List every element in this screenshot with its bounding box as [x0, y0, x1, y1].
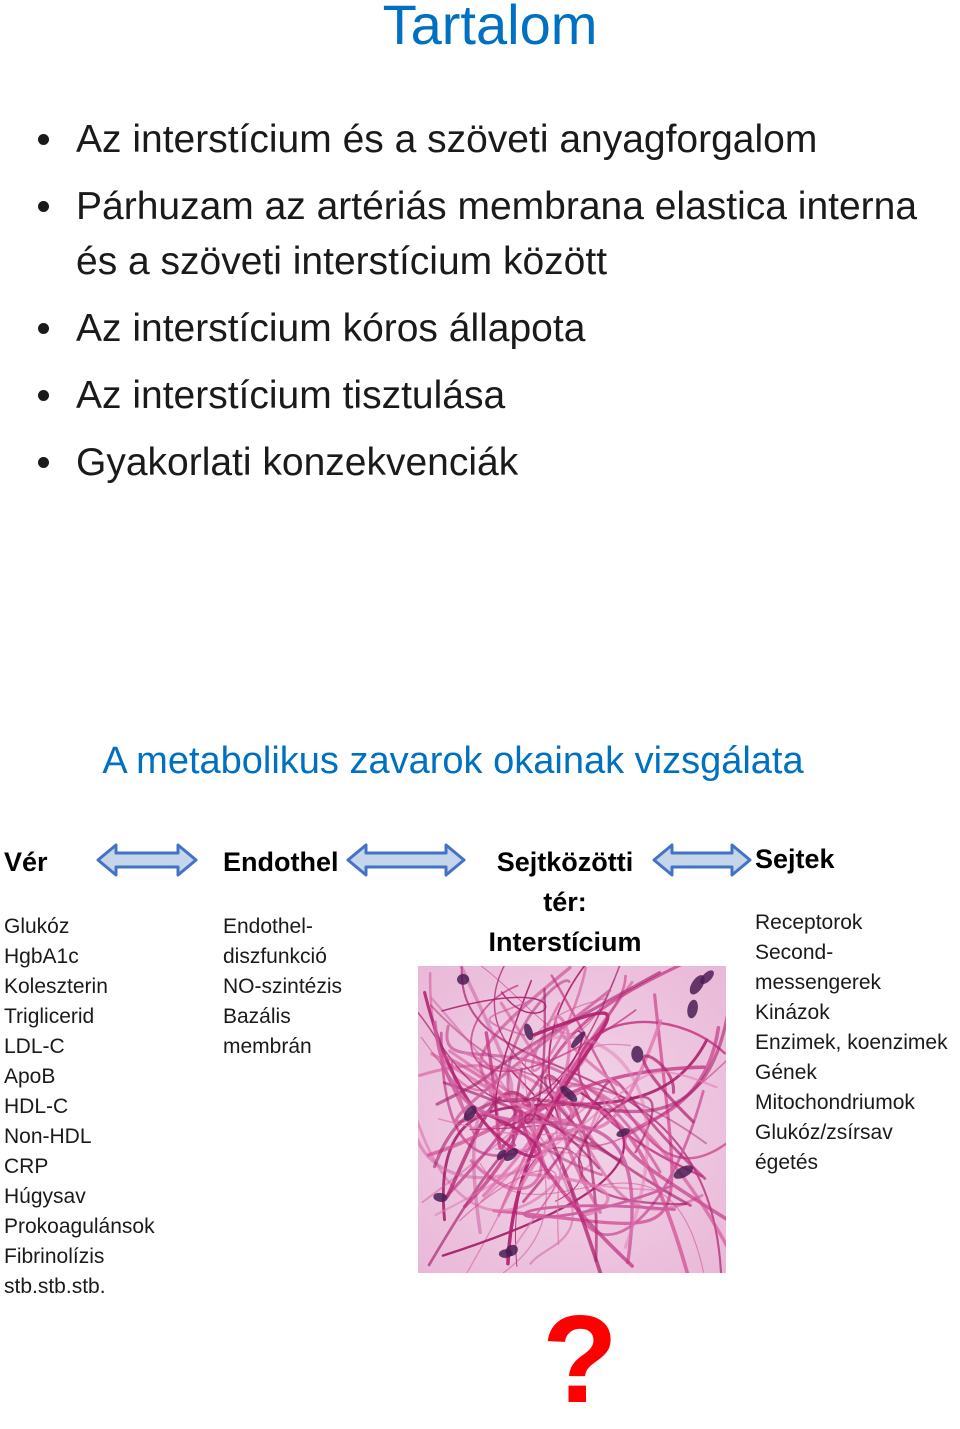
- sejtek-heading: Sejtek: [755, 844, 835, 874]
- list-item: Húgysav: [4, 1185, 86, 1208]
- list-item: HDL-C: [4, 1095, 69, 1118]
- ver-heading: Vér: [4, 847, 48, 877]
- list-item: Mitochondriumok: [755, 1091, 915, 1114]
- list-item: CRP: [4, 1155, 49, 1178]
- list-item: HgbA1c: [4, 945, 79, 968]
- list-item: stb.stb.stb.: [4, 1275, 106, 1298]
- bullet-text: Gyakorlati konzekvenciák: [76, 441, 519, 484]
- histology-image: [418, 966, 726, 1273]
- list-item: Koleszterin: [4, 975, 108, 998]
- bullet-item: [38, 368, 938, 423]
- bullet-text: Az interstícium kóros állapota: [76, 307, 586, 350]
- bullet-dot-icon: [38, 457, 49, 468]
- list-item: Kinázok: [755, 1001, 830, 1024]
- sejtek-list: [755, 908, 948, 1178]
- list-item: Second-: [755, 941, 834, 964]
- ver-list: [4, 912, 155, 1302]
- endothel-heading: Endothel: [223, 847, 339, 877]
- endothel-list: [223, 912, 342, 1062]
- list-item: égetés: [755, 1151, 819, 1174]
- list-item: ApoB: [4, 1065, 56, 1088]
- list-item: membrán: [223, 1035, 312, 1058]
- bullet-item: [38, 179, 938, 289]
- list-item: Bazális: [223, 1005, 291, 1028]
- bullet-dot-icon: [38, 390, 49, 401]
- double-arrow-icon: [652, 842, 752, 878]
- list-item: Glukóz/zsírsav: [755, 1121, 893, 1144]
- bullet-dot-icon: [38, 201, 49, 212]
- list-item: Triglicerid: [4, 1005, 95, 1028]
- list-item: Enzimek, koenzimek: [755, 1031, 948, 1054]
- list-item: Endothel-: [223, 915, 313, 938]
- list-item: Gének: [755, 1061, 817, 1084]
- bullet-list: [38, 112, 938, 502]
- list-item: diszfunkció: [223, 945, 327, 968]
- list-item: Glukóz: [4, 915, 70, 938]
- question-mark: ?: [542, 1291, 618, 1429]
- bullet-text: Párhuzam az artériás membrana elastica interna és a szöveti interstícium között: [76, 185, 918, 283]
- bullet-item: [38, 435, 938, 490]
- bullet-dot-icon: [38, 323, 49, 334]
- list-item: Receptorok: [755, 911, 863, 934]
- list-item: Prokoagulánsok: [4, 1215, 155, 1238]
- page-title: Tartalom: [382, 0, 598, 56]
- interstitium-heading-line: Sejtközötti: [496, 847, 634, 877]
- interstitium-heading-line: Interstícium: [488, 927, 642, 957]
- bullet-item: [38, 112, 938, 167]
- list-item: NO-szintézis: [223, 975, 343, 998]
- list-item: Fibrinolízis: [4, 1245, 105, 1268]
- bullet-dot-icon: [38, 134, 49, 145]
- double-arrow-icon: [96, 842, 198, 878]
- bullet-item: [38, 301, 938, 356]
- list-item: Non-HDL: [4, 1125, 92, 1148]
- list-item: LDL-C: [4, 1035, 65, 1058]
- section-subtitle: A metabolikus zavarok okainak vizsgálata: [102, 740, 804, 782]
- bullet-text: Az interstícium és a szöveti anyagforgalom: [76, 118, 818, 161]
- bullet-text: Az interstícium tisztulása: [76, 374, 506, 417]
- double-arrow-icon: [346, 842, 466, 878]
- interstitium-heading-line: tér:: [543, 887, 587, 917]
- list-item: messengerek: [755, 971, 882, 994]
